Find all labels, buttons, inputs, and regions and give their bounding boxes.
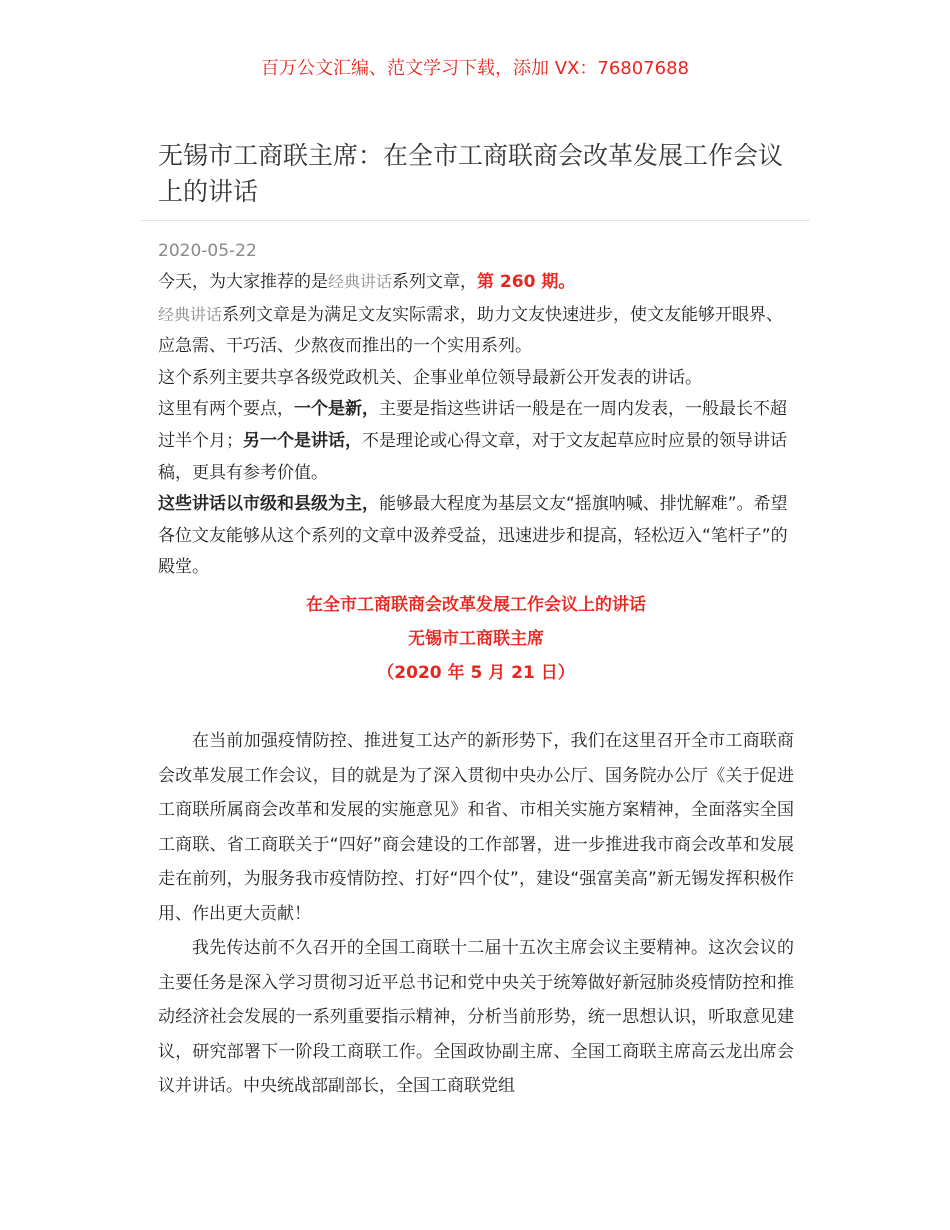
intro-text: 不是理论或心得文章，对于文友起草应时应景的领导讲话稿，更具有参考价值。: [158, 430, 787, 483]
intro-text: 系列文章是为满足文友实际需求，助力文友快速进步，使文友能够开眼界、应急需、干巧活、少熬夜而推出的一个实用系列。: [158, 304, 784, 357]
promo-banner: 百万公文汇编、范文学习下载，添加 VX：76807688: [261, 58, 689, 79]
speech-heading: 在全市工商联商会改革发展工作会议上的讲话: [306, 595, 646, 615]
body-paragraph: 在当前加强疫情防控、推进复工达产的新形势下，我们在这里召开全市工商联商会改革发展工作会议，目的就是为了深入贯彻中央办公厅、国务院办公厅《关于促进工商联所属商会改革和发展的实施意见》和省、市相关实施方案精神，全面落实全国工商联、省工商联关于“四好”商会建设的工作部署，进一步推进我市商会改革和发展走在前列，为服务我市疫情防控、打好“四个仗”，建设“强富美高”新无锡发挥积极作用、作出更大贡献！: [158, 731, 794, 924]
key-point: 另一个是讲话，: [243, 430, 362, 451]
speech-body: [158, 724, 794, 1104]
speech-header: [158, 588, 794, 690]
article-title: 无锡市工商联主席：在全市工商联商会改革发展工作会议上的讲话: [158, 141, 784, 206]
series-intro: [158, 266, 794, 584]
body-paragraph: 我先传达前不久召开的全国工商联十二届十五次主席会议主要精神。这次会议的主要任务是深入学习贯彻习近平总书记和党中央关于统筹做好新冠肺炎疫情防控和推动经济社会发展的一系列重要指示精神，分析当前形势，统一思想认识，听取意见建议，研究部署下一阶段工商联工作。全国政协副主席、全国工商联主席高云龙出席会议并讲话。中央统战部副部长，全国工商联党组: [158, 938, 794, 1096]
intro-paragraph-1: [158, 266, 794, 299]
speech-speaker: 无锡市工商联主席: [408, 629, 544, 649]
key-point: 这些讲话以市级和县级为主，: [158, 494, 379, 515]
intro-paragraph-4: [158, 394, 794, 489]
series-name: 经典讲话: [158, 304, 223, 324]
intro-paragraph-2: [158, 299, 794, 363]
intro-text: 主要是指这些讲话一般是在一周内发表，一般最长不超过半个月；: [158, 399, 787, 451]
intro-paragraph-5: [158, 489, 794, 584]
intro-text: 系列文章，: [392, 272, 478, 292]
issue-number: 第 260 期。: [477, 272, 576, 292]
speech-date: （2020 年 5 月 21 日）: [377, 663, 575, 683]
intro-text: 这里有两个要点，: [158, 399, 294, 420]
key-point: 一个是新，: [294, 399, 379, 420]
intro-text: 今天，为大家推荐的是: [158, 272, 328, 292]
title-divider: [140, 220, 810, 221]
publish-date: 2020-05-22: [158, 241, 257, 261]
intro-text: 能够最大程度为基层文友“摇旗呐喊、排忧解难”。希望各位文友能够从这个系列的文章中汲养受益，迅速进步和提高，轻松迈入“笔杆子”的殿堂。: [158, 494, 788, 578]
series-name: 经典讲话: [328, 272, 393, 291]
intro-paragraph-3: 这个系列主要共享各级党政机关、企事业单位领导最新公开发表的讲话。: [158, 367, 702, 388]
